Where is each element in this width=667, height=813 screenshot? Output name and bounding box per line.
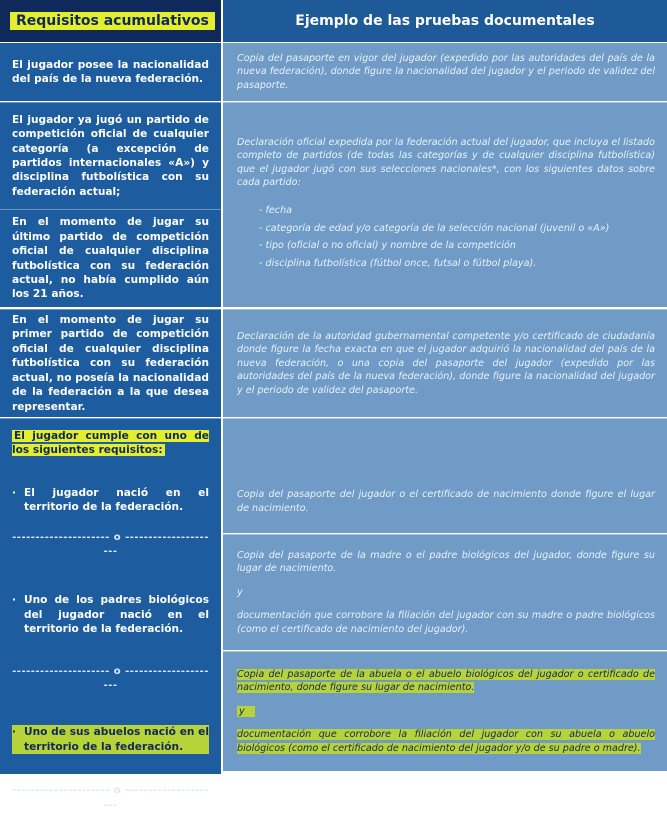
header-right <box>223 0 667 42</box>
header-left <box>0 0 221 42</box>
doc-played-match-list <box>237 204 655 270</box>
doc-one-of-blank <box>223 418 667 471</box>
separator: --------------------- o --------------------- <box>12 665 209 692</box>
req-played-match: El jugador ya jugó un partido de competición oficial de cualquier categoría (a excepción de partidos internacionales «A») y disciplina futbolística con su federación actual; <box>0 102 221 209</box>
req-one-of-title: El jugador cumple con uno de los siguientes requisitos: <box>12 430 209 457</box>
doc-parent-and: y <box>237 586 243 598</box>
doc-played-match-text: Declaración oficial expedida por la federación actual del jugador, que incluya el listado completo de partidos (de todas las categorías y de cualquier disciplina futbolística) que el jugador jugó con sus selecciones nacionales*, con los siguientes datos sobre cada partido: <box>237 136 655 189</box>
doc-parent-text-1: Copia del pasaporte de la madre o el padre biológicos del jugador, donde figure su lugar de nacimiento. <box>237 549 655 575</box>
list-item: - tipo (oficial o no oficial) y nombre de la competición <box>259 240 516 252</box>
doc-parent-text-2: documentación que corrobore la filiación del jugador con su madre o padre biológicos (como el certificado de nacimiento del jugador). <box>237 610 655 635</box>
req-born: · El jugador nació en el territorio de la federación. <box>12 486 209 514</box>
req-first-match: En el momento de jugar su primer partido de competición oficial de cualquier disciplina futbolística con su federación actual, no poseía la nacionalidad de la federación a la que desea representar. <box>0 309 221 417</box>
doc-grandparent-text-2: documentación que corrobore la filiación del jugador con su abuela o abuelo biológicos (como el certificado de nacimiento del jugador y/o de su padre o madre). <box>237 729 655 754</box>
header-left-title: Requisitos acumulativos <box>10 12 215 30</box>
separator: --------------------- o --------------------- <box>12 531 209 558</box>
doc-born: Copia del pasaporte del jugador o el certificado de nacimiento donde figure el lugar de nacimiento. <box>223 471 667 533</box>
list-item: - categoría de edad y/o categoría de la selección nacional (juvenil o «A») <box>259 222 610 234</box>
list-item: - fecha <box>259 205 293 216</box>
doc-parent <box>223 534 667 650</box>
list-item: - disciplina futbolística (fútbol once, futsal o fútbol playa). <box>259 257 537 269</box>
req-nationality: El jugador posee la nacionalidad del país de la nueva federación. <box>0 43 221 101</box>
req-parent: · Uno de los padres biológicos del jugador nació en el territorio de la federación. <box>12 594 209 636</box>
doc-played-match <box>223 102 667 307</box>
req-age: En el momento de jugar su último partido de competición oficial de cualquier disciplina futbolística con su federación actual, no había cumplido aún los 21 años. <box>0 209 221 307</box>
doc-grandparent-text-1: Copia del pasaporte de la abuela o el abuelo biológicos del jugador o certificado de nacimiento, donde figure su lugar de nacimiento. <box>237 668 655 694</box>
req-one-of-group <box>0 418 221 811</box>
separator: --------------------- o --------------------- <box>12 785 209 811</box>
doc-grandparent-and: y <box>237 706 255 717</box>
req-grandparent: · Uno de sus abuelos nació en el territorio de la federación. <box>12 726 209 753</box>
doc-first-match: Declaración de la autoridad gubernamental competente y/o certificado de ciudadanía donde figure la fecha exacta en que el jugador adquirió la nacionalidad del país de la nueva federación, o una copia del pasaporte del jugador (expedido por las autoridades del país de la nueva federación), donde figure la nacionalidad del jugador y el periodo de validez del pasaporte. <box>223 309 667 417</box>
header-right-title: Ejemplo de las pruebas documentales <box>295 13 595 29</box>
doc-nationality: Copia del pasaporte en vigor del jugador (expedido por las autoridades del país de la nueva federación), donde figure la nacionalidad del jugador y el periodo de validez del pasaporte. <box>223 43 667 101</box>
doc-grandparent <box>223 651 667 771</box>
